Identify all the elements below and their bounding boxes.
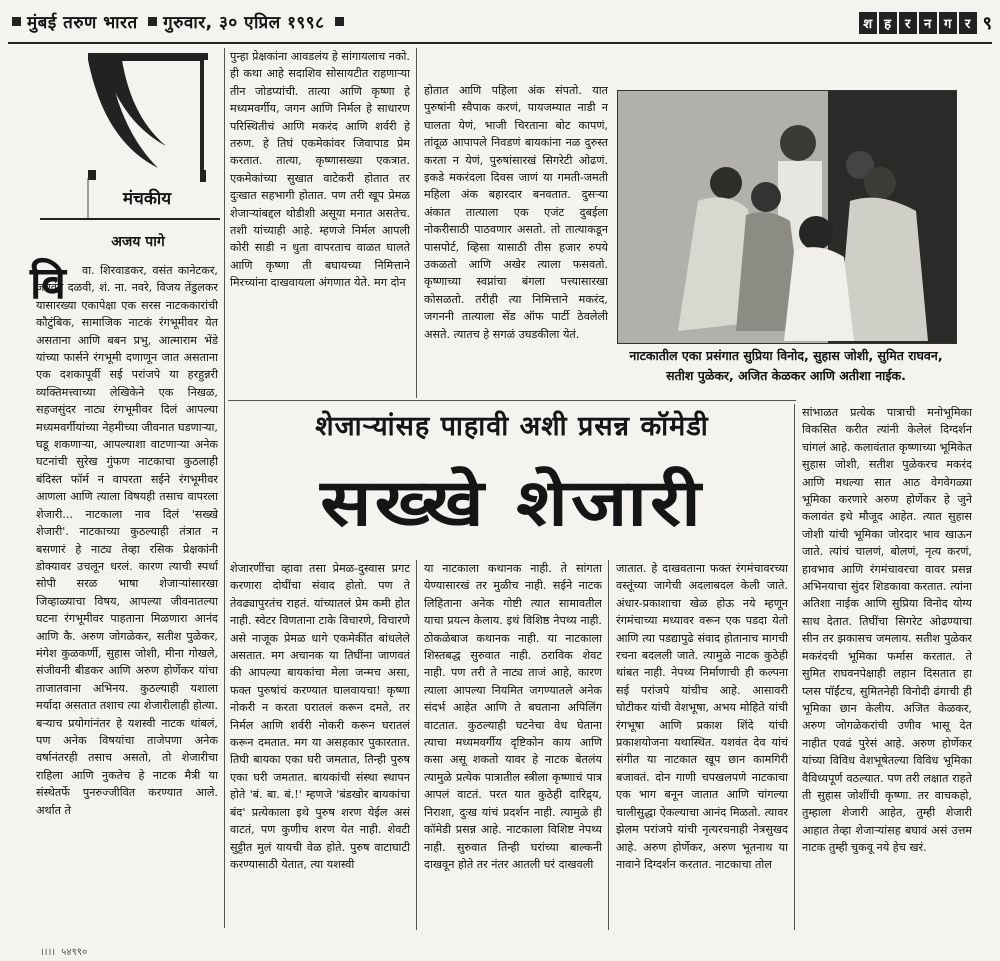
headline: सख्खे शेजारी	[320, 464, 704, 541]
bullet-icon	[148, 17, 157, 26]
issue-date: गुरुवार, ३० एप्रिल १९९८	[163, 13, 325, 33]
masthead	[8, 6, 828, 40]
section-badge	[859, 10, 992, 36]
column-3-top-text: होतात आणि पहिला अंक संपतो. यात पुरुषांनी स्वैपाक करणं, पायजम्यात नाडी न घालता येणं, भाजी चिरताना बोट कापणं, तांदूळ आपापले निवडणं बायकांना नळ दुरुस्त करता न येणं, पुरुषांसारखं सिगरेटी ओढणं. इकडे मकरंदला दिवस जाणं या गमती-जमती महिला अंक बहारदार बनवतात. दुसऱ्या अंकात तात्याला एक एजंट दुबईला नोकरीसाठी पाठवणार असतो. तो तात्याकडून पासपोर्ट, व्हिसा यासाठी तीस हजार रुपये उकळतो आणि अखेर त्याला फसवतो. कृष्णाच्या स्वप्नांचा बंगला पत्त्यासारखा कोसळतो. तरीही त्या निमित्ताने मकरंद, जगननी तात्याला सेंड ऑफ पार्टी ठेवलेली असते. त्यातच हे सगळं उघडकीला येतं.	[424, 84, 608, 341]
play-scene-photo	[617, 90, 957, 344]
column-logo-label: मंचकीय	[122, 189, 172, 209]
section-letter: र	[899, 12, 917, 34]
headline-rule	[228, 400, 796, 401]
section-letter: ह	[879, 12, 897, 34]
column-1-text: वा. शिरवाडकर, वसंत कानेटकर, जयवंत दळवी, शं. ना. नवरे, विजय तेंडुलकर यासारख्या एकापेक्षा एक सरस नाटककारांची कौटुंबिक, सामाजिक नाटकं रंगभूमीवर येत असताना आणि बबन प्रभु, आत्माराम भेंडे यांच्या फार्सने रंगभूमी दणाणून जात असताना एक दशकापूर्वी सई परांजपे या हरहुन्नरी व्यक्तिमत्त्वाच्या लेखिकेने एक निखळ, सहजसुंदर नाट्य रंगभूमीवर दिलं आपल्या मध्यमवर्गीयांच्या नेहमीच्या जीवनात घडणाऱ्या, घडू शकणाऱ्या, आपल्याशा वाटणाऱ्या अनेक घटनांची सुरेख गुंफण नाटकाचा कुठलाही बंदिस्त फॉर्म न वापरता सईने रंगभूमीवर आणला आणि त्याला विषयही तसाच वापरला शेजारी... नाटकाला नाव दिलं 'सख्खे शेजारी'. नाटकाच्या कुठल्याही तंत्रात न बसणारं हे नाट्य तेव्हा रसिक प्रेक्षकांनी डोक्यावर उचलून धरलं. कारण त्याची स्पर्धा सोपी सरळ भाषा शेजाऱ्यांसारखा जिव्हाळ्याचा विषय, आपल्या जीवनातल्या घटना रंगभूमीवर पाहताना मिळणारा आनंद आणि कै. अरुण जोगळेकर, सतीश पुळेकर, मंगेश कुळकर्णी, सुहास जोशी, मीना गोखले, संजीवनी बीडकर आणि अरुण होर्णेकर यांचा ताजातवाना अभिनय. कुठल्याही यशाला मर्यादा असतात तशाच त्या शेजारीलाही होत्या. बऱ्याच प्रयोगांनंतर हे यशस्वी नाटक थांबलं, पण अनेक विषयांचा ताजेपणा अनेक वर्षानंतरही तसाच असतो, तो शेजारीचा राहिला आणि नुकतेच हे नाटक मैत्री या संस्थेतर्फे पुनरुज्जीवित करण्यात आले. अर्थात ते	[36, 264, 218, 817]
column-divider	[416, 560, 417, 930]
subheadline: शेजाऱ्यांसह पाहावी अशी प्रसन्न कॉमेडी	[315, 411, 709, 442]
bullet-icon	[335, 17, 344, 26]
section-letter: र	[959, 12, 977, 34]
section-letter: श	[859, 12, 877, 34]
photo-caption: नाटकातील एका प्रसंगात सुप्रिया विनोद, सुहास जोशी, सुमित राघवन, सतीश पुळेकर, अजित केळकर आणि अतीशा नाईक.	[629, 348, 943, 383]
page-number: ९	[982, 13, 992, 34]
footer-code: ।।।। ५४९९०	[40, 947, 88, 958]
column-4-bottom-text: जातात. हे दाखवताना फक्त रंगमंचावरच्या वस्तूंच्या जागेची अदलाबदल केली जाते. अंधार-प्रकाशाचा खेळ होऊ नये म्हणून रंगमंचाच्या मध्यावर वरून एक पडदा येतो आणि त्या पडद्यापुढे संवाद होतानाच मागची रचना बदलली जाते. त्यामुळे नाटक कुठेही थांबत नाही. नेपथ्य निर्माणाची ही कल्पना सई परांजपे यांचीच आहे. आसावरी घोटीकर यांची वेशभूषा, अभय मोहिते यांची रंगभूषा आणि प्रकाश शिंदे यांची प्रकाशयोजना यथास्थित. यशवंत देव यांचं संगीत या नाटकात खूप छान कामगिरी बजावतं. दोन गाणी चपखलपणे नाटकाचा एक भाग बनून जातात आणि चांगल्या चालीसुद्धा ऐकल्याचा आनंद मिळतो. त्यावर झेलम परांजपे यांची नृत्यरचनाही नेत्रसुखद आहे. अरुण होर्णेकर, अरुण भूतनाथ या नावाने दिग्दर्शन करतात. नाटकाचा तोल	[616, 562, 788, 871]
column-2-bottom-text: शेजारणींचा व्हावा तसा प्रेमळ-दुस्वास प्रगट करणारा दोघींचा संवाद होतो. पण ते तेवढ्यापुरतंच राहतं. यांच्यातलं प्रेम कमी होत नाही. स्वेटर विणताना टाके विचारणे, विचारणे असे नाजूक प्रेमळ धागे एकमेकींत बांधलेले असतात. मग अचानक या तिघींना जाणवतं की आपल्या बायकांचा मेला जन्मच असा, फक्त पुरुषांचं करण्यात घालवायचा! कृष्णा नोकरी न करता घरातलं करून दमते, तर निर्मल आणि शर्वरी नोकरी करून घरातलं करून दमतात. मग या असहकार पुकारतात. तिघी बायका एका घरी जमतात, तिन्ही पुरुष एका घरी जमतात. बायकांची संस्था स्थापन होते 'बं. बा. बं.!' म्हणजे 'बंडखोर बायकांचा बंद' प्रत्येकाला इथे पुरुष शरण येईल असं वाटतं, पण कुणीच शरण येत नाही. शेवटी सुट्टीत मुलं यायची वेळ होते. पुरुष वाटाघाटी करण्यासाठी येतात, त्या यशस्वी	[230, 562, 410, 871]
paper-name: मुंबई तरुण भारत	[27, 13, 138, 33]
column-2-top-text: पुन्हा प्रेक्षकांना आवडलंय हे सांगायलाच नको. ही कथा आहे सदाशिव सोसायटीत राहणाऱ्या तीन जोडप्यांची. तात्या आणि कृष्णा हे मध्यमवर्गीय, जगन आणि निर्मल हे साधारण परिस्थितीचं आणि मकरंद आणि शर्वरी हे तरुण. हे तिघं एकमेकांवर जिवापाड प्रेम करतात. तात्या, कृष्णासख्या एकत्रात. एकमेकांच्या सुखात वाटेकरी होतात तर दुःखात सहभागी होतात. पण तरी खूप प्रेमळ शेजाऱ्यांबद्दल थोडीशी असूया मनात असतेच. तशी यांच्याही आहे. म्हणजे निर्मल आपली कोरी साडी न धुता वापरताच वाळत घालते आणि कृष्णा ती बघायच्या निमित्ताने मिरच्यांना दाखवायला अंगणात येते. मग दोन	[230, 50, 410, 290]
top-rule	[8, 42, 992, 44]
column-divider	[224, 48, 225, 928]
bullet-icon	[12, 17, 21, 26]
cast-photo-image	[618, 91, 956, 343]
logo-rule	[40, 218, 220, 220]
section-letter: न	[919, 12, 937, 34]
column-divider	[794, 404, 795, 930]
column-divider	[608, 560, 609, 930]
dropcap: वि	[30, 258, 66, 309]
column-5-text: सांभाळत प्रत्येक पात्राची मनोभूमिका विकसित करीत त्यांनी केलेलं दिग्दर्शन चांगलं आहे. कलावंतात कृष्णाच्या भूमिकेत सुहास जोशी, सतीश पुळेकरच मकरंद आणि मधल्या सात आठ वेगवेगळ्या भूमिका करणारे अरुण होर्णेकर हे जुने कलावंत इथे मौजूद आहेत. त्यात सुहास जोशी यांची भूमिका जोरदार भाव खाऊन जाते. त्यांचं चालणं, बोलणं, नृत्य करणं, हावभाव आणि रंगमंचावरचा वावर प्रसन्न अभिनयाचा सुंदर शिडकावा करतात. त्यांना अतिशा नाईक आणि सुप्रिया विनोद योग्य साथ देतात. तिघींचा सिगरेट ओढण्याचा सीन तर झकासच जमलाय. सतीश पुळेकर मकरंदची भूमिका फर्मास करतात. ते सुमित राघवनपेक्षाही लहान दिसतात हा प्लस पॉईंटच, सुमितनेही विनोदी ढंगाची ही भूमिका छान केलीय. अजित केळकर, अरुण जोगळेकरांची उणीव भासू देत नाहीत एवढं पुरेसं आहे. अरुण होर्णेकर यांच्या विविध वेशभूषेतल्या विविध भूमिका वैविध्यपूर्ण वठल्यात. पण तरी लक्षात राहते ती सुहास जोशींची कृष्णा. तर वाचकहो, तुम्हाला शेजारी आहेत, तुम्ही शेजारी आहात तेव्हा शेजाऱ्यांसह बघावं असं उत्तम नाटक तुम्ही चुकवू नये हेच खरं.	[802, 406, 972, 855]
byline: अजय पागे	[111, 234, 165, 250]
section-letter: ग	[939, 12, 957, 34]
column-divider	[416, 48, 417, 398]
column-3-bottom-text: या नाटकाला कथानक नाही. ते सांगता येण्यासारखं तर मुळीच नाही. सईने नाटक लिहिताना अनेक गोष्टी त्यात सामावतील याचा प्रयत्न केलाय. इथं विशिष्ठ नेपथ्य नाही. ठोकळेबाज कथानक नाही. या नाटकाला शिस्तबद्ध सुरुवात नाही. ठराविक शेवट नाही. पण तरी ते नाट्य ताजं आहे, कारण त्याला आपल्या नियमित जगण्यातले अनेक संदर्भ आहेत आणि ते बघताना अपिलिंग वाटतात. कुठल्याही घटनेचा वेध घेताना त्याचा मध्यमवर्गीय दृष्टिकोन काय आणि कसा असू शकतो यावर हे नाटक बेतलंय त्यामुळे प्रत्येक पात्रातील स्त्रीला कृष्णाचं पात्र आपलं वाटतं. परत यात कुठेही दारिद्र्य, निराशा, दुःख यांचं प्रदर्शन नाही. त्यामुळे ही कॉमेडी प्रसन्न आहे. नाटकाला विशिष्ट नेपथ्य नाही. सुरुवात तिन्ही घरांच्या बाल्कनी दाखवून होते तर नंतर आतली घरं दाखवली	[424, 562, 602, 871]
